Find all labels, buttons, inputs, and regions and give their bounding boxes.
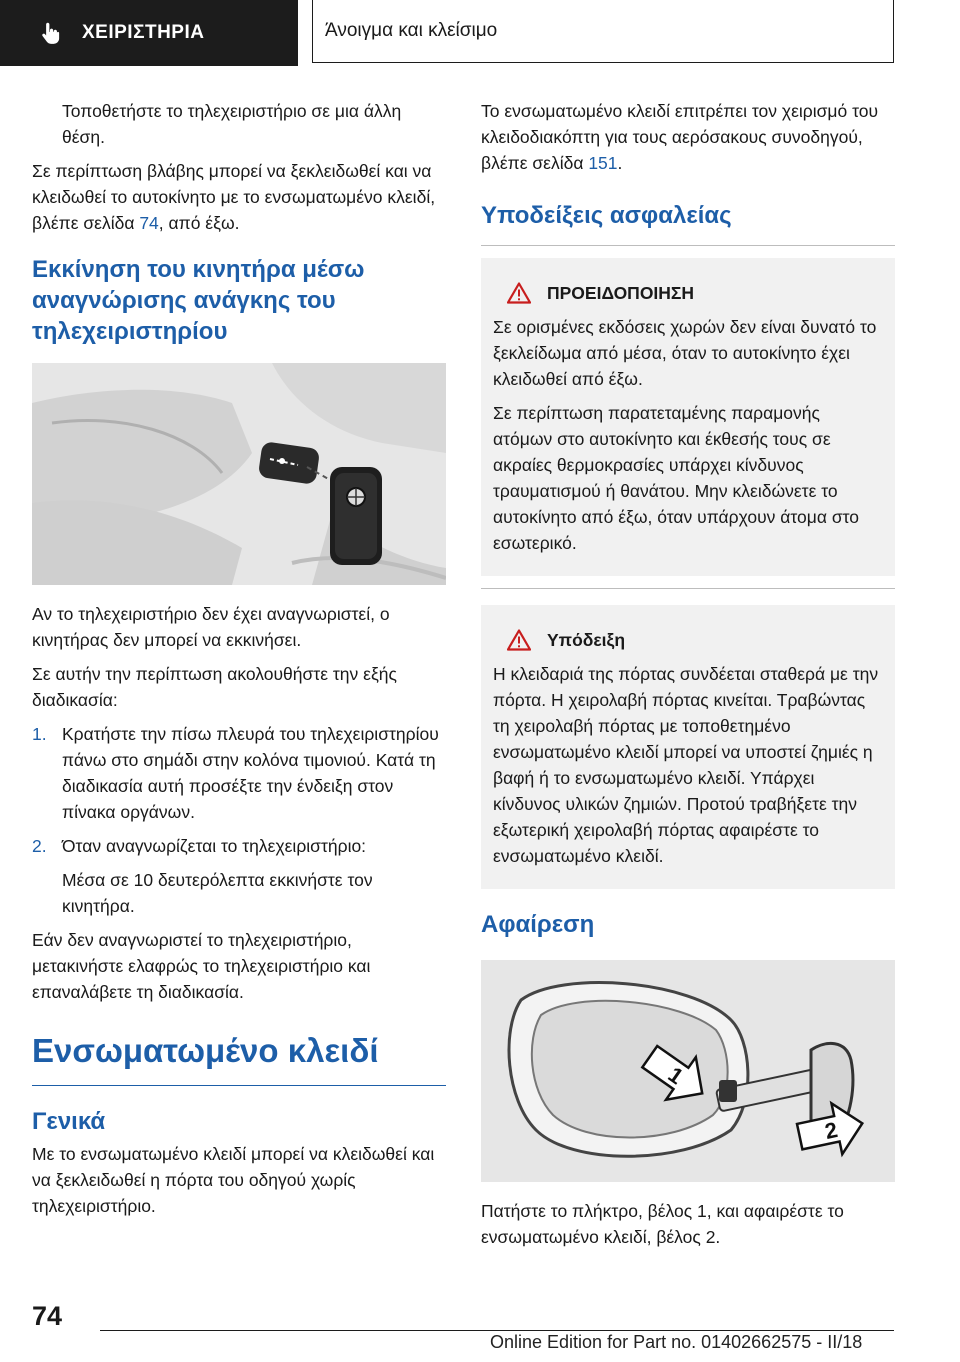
step-text: Κρατήστε την πίσω πλευρά του τηλεχειριστηρίου πάνω στο σημάδι στην κολόνα τιμονιού. Κατά τη διαδικασία αυτή προσέξτε την ένδειξη στον πίνακα οργάνων. xyxy=(62,724,439,822)
heading-general: Γενικά xyxy=(32,1108,106,1135)
header-section-tab xyxy=(0,0,298,66)
key-removal-illustration xyxy=(481,960,895,1182)
step-2-sub: Μέσα σε 10 δευτερόλεπτα εκκινήστε τον κινητήρα. xyxy=(62,870,373,916)
paragraph-not-recognized: Αν το τηλεχειριστήριο δεν έχει αναγνωριστεί, ο κινητήρας δεν μπορεί να εκκινήσει. xyxy=(32,604,390,650)
warning-triangle-icon xyxy=(507,629,531,651)
intro-paragraph: Σε περίπτωση βλάβης μπορεί να ξεκλειδωθεί και να κλειδωθεί το αυτοκίνητο με το ενσωματωμένο κλειδί, βλέπε σελίδα 74, από έξω. xyxy=(32,161,436,233)
steering-column-image xyxy=(32,363,446,585)
step-number: 1. xyxy=(32,724,47,744)
heading-integrated-key: Ενσωματωμένο κλειδί xyxy=(32,1031,446,1086)
left-column xyxy=(32,98,446,1227)
footer-rule xyxy=(100,1330,894,1331)
page-ref-link[interactable]: 74 xyxy=(139,213,159,233)
step-number: 2. xyxy=(32,836,47,856)
step-item xyxy=(32,721,446,825)
heading-safety: Υποδείξεις ασφαλείας xyxy=(481,202,732,229)
chapter-title: Άνοιγμα και κλείσιμο xyxy=(312,0,894,63)
page-ref-link[interactable]: 151 xyxy=(588,153,618,173)
footer-edition: Online Edition for Part no. 01402662575 - II/18 xyxy=(490,1332,863,1352)
arrow-1-label: 1 xyxy=(663,1061,689,1090)
warning-text: Σε ορισμένες εκδόσεις χωρών δεν είναι δυνατό το ξεκλείδωμα από μέσα, όταν το αυτοκίνητο έχει κλειδωθεί από έξω. xyxy=(493,317,877,389)
warning-triangle-icon xyxy=(507,282,531,304)
arrow-2-label: 2 xyxy=(822,1116,840,1144)
warning-title: ΠΡΟΕΙΔΟΠΟΙΗΣΗ xyxy=(547,283,695,303)
intro-indent: Τοποθετήστε το τηλεχειριστήριο σε μια άλλη θέση. xyxy=(62,101,402,147)
paragraph-removal: Πατήστε το πλήκτρο, βέλος 1, και αφαιρέστε το ενσωματωμένο κλειδί, βέλος 2. xyxy=(481,1201,844,1247)
steering-column-illustration xyxy=(32,363,446,585)
step-item xyxy=(32,833,446,859)
key-removal-image xyxy=(481,960,895,1182)
paragraph-airbag-switch: Το ενσωματωμένο κλειδί επιτρέπει τον χειρισμό του κλειδοδιακόπτη για τους αερόσακους συνοδηγού, βλέπε σελίδα 151. xyxy=(481,101,879,173)
page-number: 74 xyxy=(32,1301,63,1331)
step-text: Όταν αναγνωρίζεται το τηλεχειριστήριο: xyxy=(62,836,367,856)
heading-engine-start: Εκκίνηση του κινητήρα μέσω αναγνώρισης ανάγκης του τηλεχειριστηρίου xyxy=(32,256,365,345)
paragraph-general: Με το ενσωματωμένο κλειδί μπορεί να κλειδωθεί και να ξεκλειδωθεί η πόρτα του οδηγού χωρίς τηλεχειριστήριο. xyxy=(32,1144,435,1216)
notice-header xyxy=(493,627,883,653)
notice-box xyxy=(481,605,895,889)
heading-removal: Αφαίρεση xyxy=(481,911,595,938)
paragraph-procedure: Σε αυτήν την περίπτωση ακολουθήστε την εξής διαδικασία: xyxy=(32,664,397,710)
hand-icon xyxy=(38,20,64,46)
warning-box xyxy=(481,258,895,576)
section-title: ΧΕΙΡΙΣΤΗΡΙΑ xyxy=(82,22,205,43)
right-column xyxy=(481,98,895,1258)
paragraph-retry: Εάν δεν αναγνωριστεί το τηλεχειριστήριο, μετακινήστε ελαφρώς το τηλεχειριστήριο και επαναλάβετε τη διαδικασία. xyxy=(32,930,371,1002)
warning-text: Σε περίπτωση παρατεταμένης παραμονής ατόμων στο αυτοκίνητο και έκθεσής τους σε ακραίες θερμοκρασίες υπάρχει κίνδυνος τραυματισμού ή θανάτου. Μην κλειδώνετε το αυτοκίνητο από έξω, όταν υπάρχουν άτομα στο εσωτερικό. xyxy=(493,403,860,553)
warning-header xyxy=(493,280,883,306)
notice-text: Η κλειδαριά της πόρτας συνδέεται σταθερά με την πόρτα. Η χειρολαβή πόρτας κινείται. Τραβώντας τη χειρολαβή πόρτας με τοποθετημένο ενσωματωμένο κλειδί μπορεί να υποστεί ζημιές η βαφή ή το ενσωματωμένο κλειδί. Υπάρχει κίνδυνος υλικών ζημιών. Προτού τραβήξετε την εξωτερική χειρολαβή πόρτας αφαιρέστε το ενσωματωμένο κλειδί. xyxy=(493,664,879,866)
notice-title: Υπόδειξη xyxy=(547,630,626,650)
